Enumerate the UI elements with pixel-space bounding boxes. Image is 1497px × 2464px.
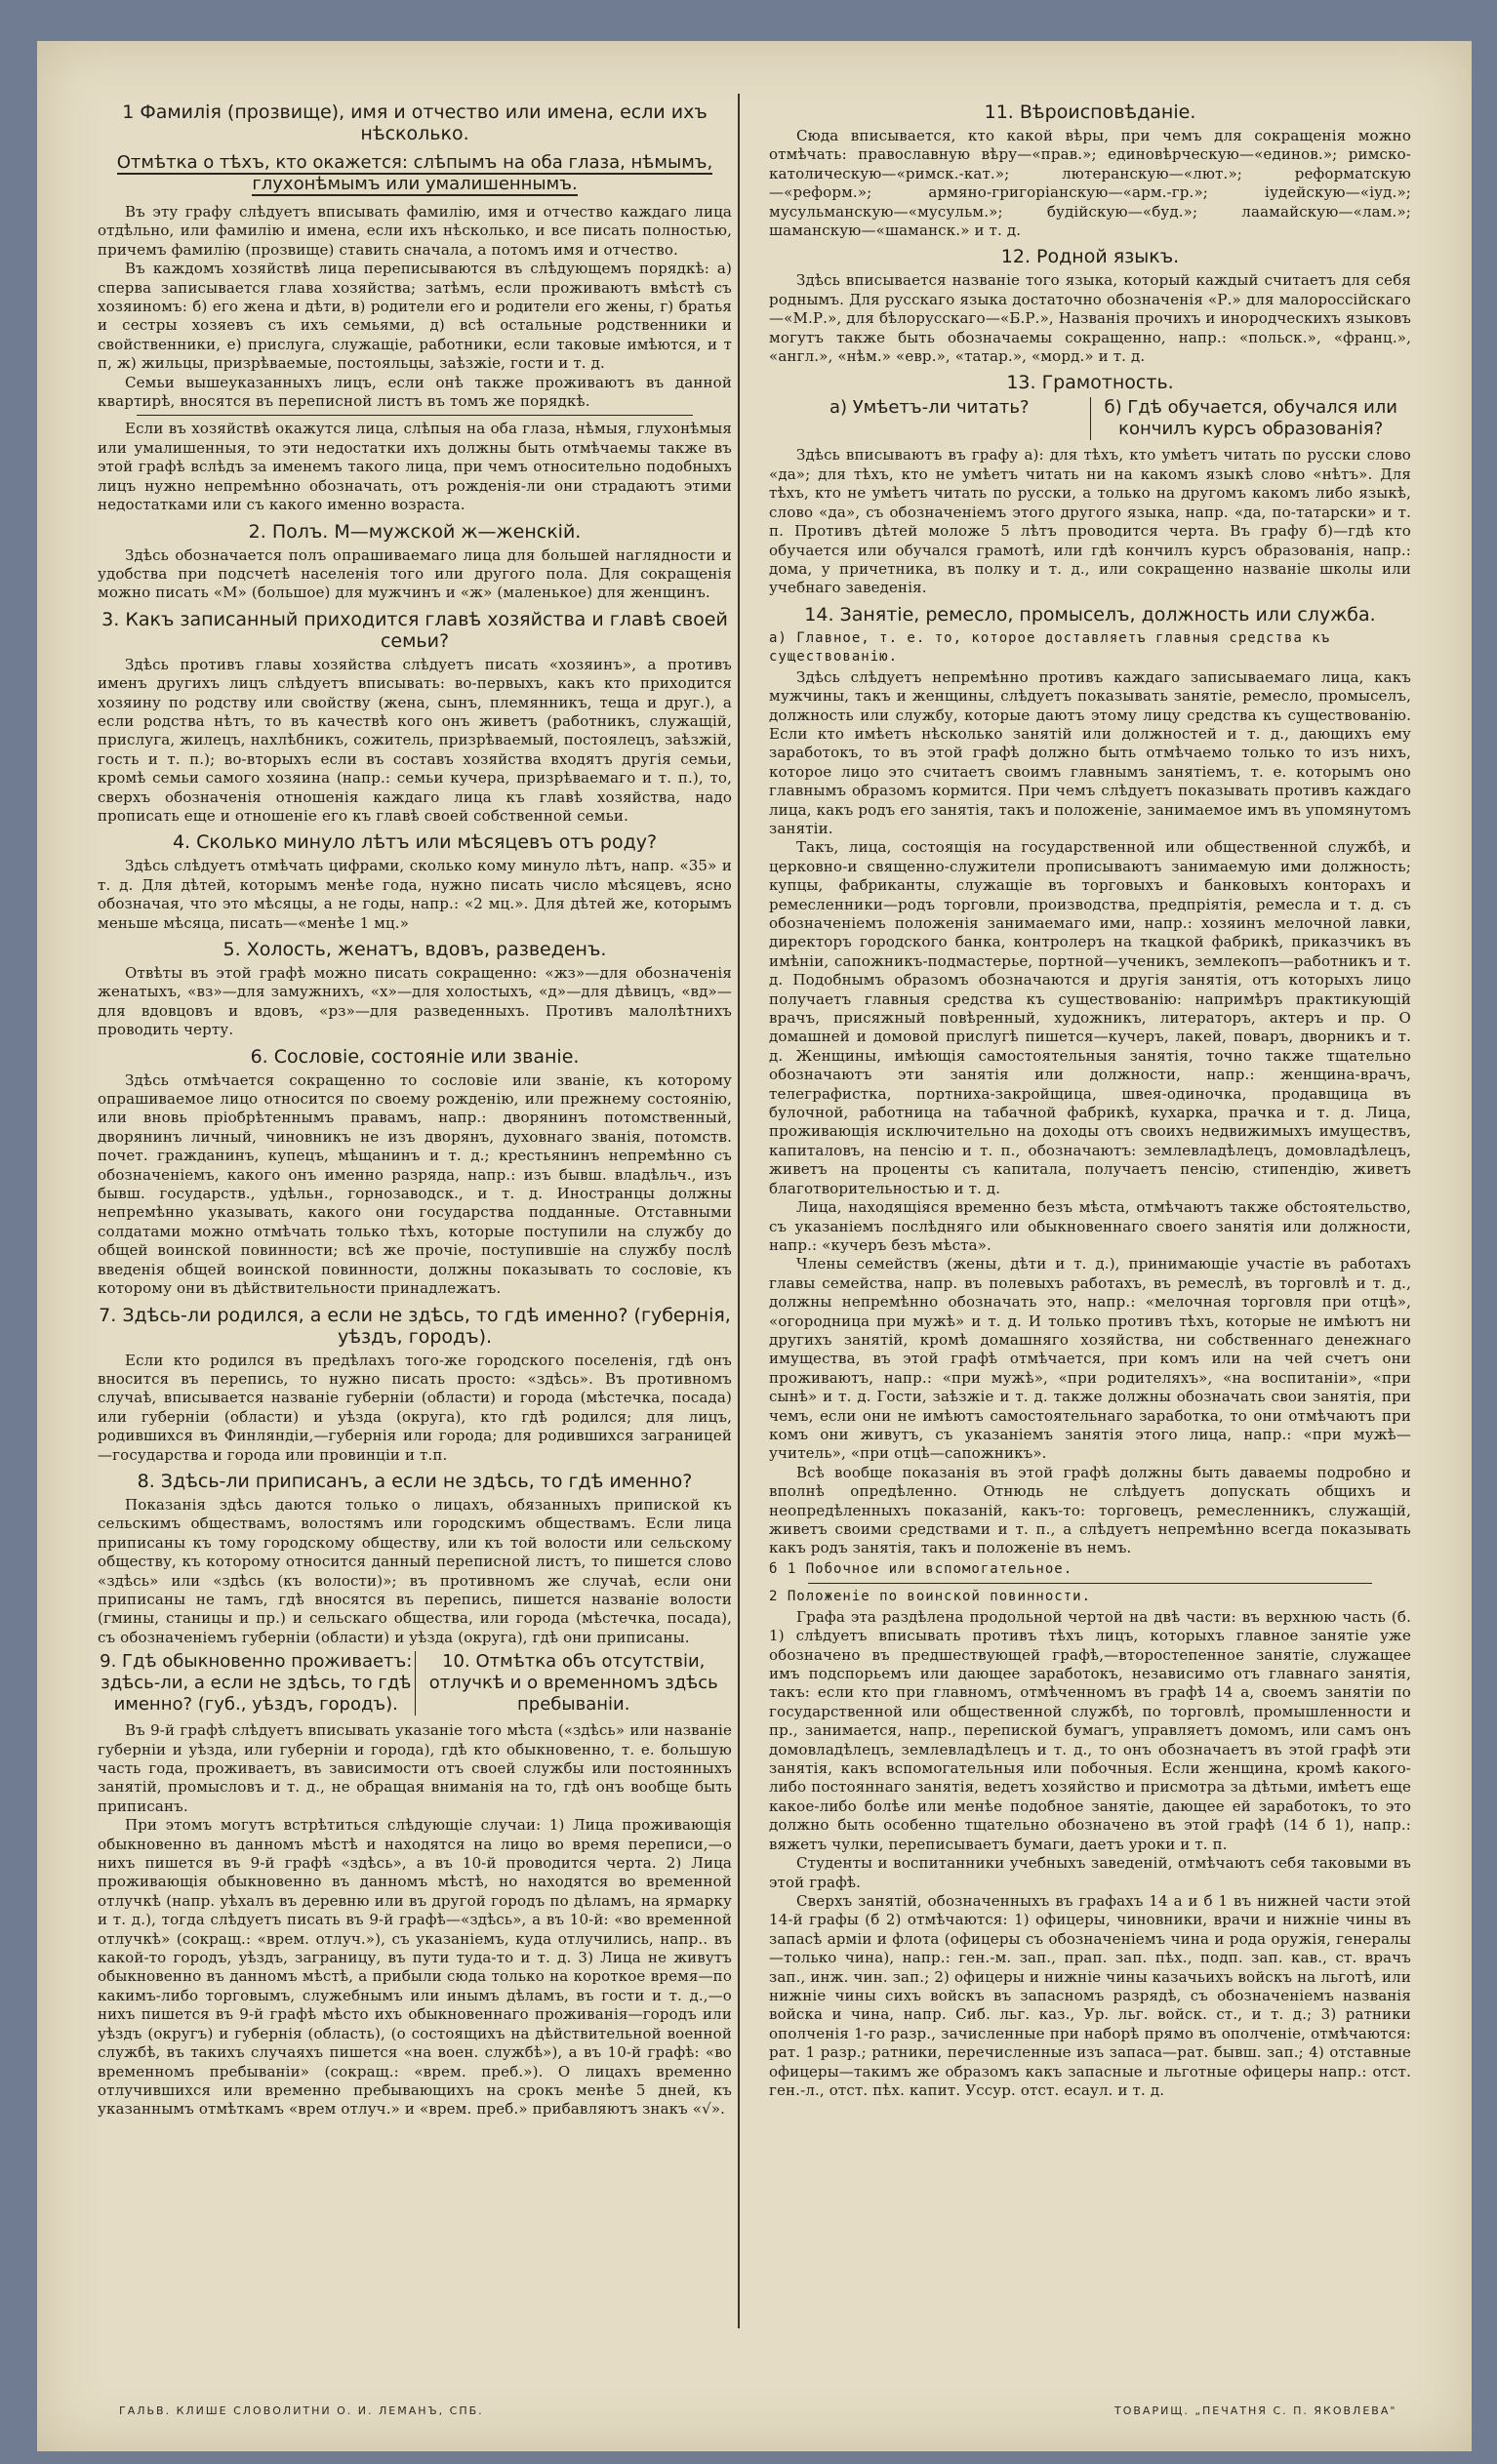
section-4-para: Здѣсь слѣдуетъ отмѣчать цифрами, сколько кому минуло лѣтъ, напр. «35» и т. д. Для дѣтей, которымъ менѣе года, нужно писать число мѣсяцевъ, ясно обозначая, что это мѣсяцы, а не годы, напр.: «2 мц.». Для дѣтей же, которымъ меньше мѣсяца, писать—«менѣе 1 мц.»: [98, 857, 732, 932]
section-7-title: 7. Здѣсь-ли родился, а если не здѣсь, то гдѣ именно? (губернія, уѣздъ, городъ).: [99, 1304, 731, 1348]
section-5-para: Отвѣты въ этой графѣ можно писать сокращенно: «жз»—для обозначенія женатыхъ, «вз»—для замужнихъ, «х»—для холостыхъ, «д»—для дѣвицъ, «вд»—для вдовцовъ и вдовъ, «рз»—для разведенныхъ. Противъ малолѣтнихъ проводить черту.: [98, 964, 732, 1039]
section-14b2-subtitle: 2 Положеніе по воинской повинности.: [769, 1588, 1092, 1604]
section-14-para: Здѣсь слѣдуетъ непремѣнно противъ каждаго записываемаго лица, какъ мужчины, такъ и женщины, слѣдуетъ показывать занятіе, ремесло, промыселъ, должность или службу, которые даютъ этому лицу средства къ существованію. Если кто имѣетъ нѣсколько занятій или должностей и т. д., дающихъ ему заработокъ, то въ этой графѣ должно быть отмѣчаемо только то изъ нихъ, которое лицо это считаетъ своимъ главнымъ занятіемъ, т. е. которымъ оно главнымъ образомъ кормится. При чемъ слѣдуетъ показывать противъ каждаго лица, какъ родъ его занятія, такъ и положеніе, занимаемое имъ въ упомянутомъ занятіи.: [769, 667, 1411, 837]
section-13-para: Здѣсь вписываютъ въ графу а): для тѣхъ, кто умѣетъ читать по русски слово «да»; для тѣхъ, кто не умѣетъ читать ни на какомъ языкѣ слово «нѣтъ». Для тѣхъ, кто не умѣетъ читать по русски, а только на другомъ какомъ либо языкѣ, слово «да», съ обозначеніемъ этого другого языка, напр. «да, по-татарски» и т. п. Противъ дѣтей моложе 5 лѣтъ проводится черта. Въ графу б)—гдѣ кто обучается или обучался грамотѣ, или гдѣ кончилъ курсъ образованія, напр.: дома, у причетника, въ полку и т. д., или сокращенно названіе школы или учебнаго заведенія.: [769, 446, 1411, 597]
section-13-title: 13. Грамотность.: [1006, 372, 1174, 394]
section-2-para: Здѣсь обозначается полъ опрашиваемаго лица для большей наглядности и удобства при подсчетѣ населенія того или другого пола. Для сокращенія можно писать «М» (большое) для мужчинъ и «ж» (маленькое) для женщинъ.: [98, 545, 732, 602]
section-14-para: Графа эта раздѣлена продольной чертой на двѣ части: въ верхнюю часть (б. 1) слѣдуетъ вписывать противъ тѣхъ лицъ, которыхъ главное занятіе уже обозначено въ предшествующей графѣ,—второстепенное занятіе, служащее имъ подспорьемъ или дающее заработокъ, независимо отъ главнаго занятія, такъ: если кто при главномъ, отмѣченномъ въ графѣ 14 а, своемъ занятіи по государственной или общественной службѣ, по торговлѣ, промышленности и пр., занимается, напр., перепиской бумагъ, управляетъ домомъ, или самъ онъ домовладѣлецъ, землевладѣлецъ и т. д., то онъ обозначаетъ въ этой графѣ эти занятія, какъ вспомогательныя или побочныя. Если женщина, кромѣ какого-либо постояннаго занятія, ведетъ хозяйство и присмотра за дѣтьми, имѣетъ еще какое-либо болѣе или менѣе подобное занятіе, дающее ей заработокъ, то это должно быть особенно тщательно обозначено въ этой графѣ (14 б 1), напр.: вяжетъ чулки, переписываетъ бумаги, даетъ уроки и т. п.: [769, 1607, 1411, 1853]
printer-credit-left: ГАЛЬВ. КЛИШЕ СЛОВОЛИТНИ О. И. ЛЕМАНЪ, СПБ.: [119, 2404, 484, 2417]
section-14-para: Сверхъ занятій, обозначенныхъ въ графахъ 14 а и б 1 въ нижней части этой 14-й графы (б 2) отмѣчаются: 1) офицеры, чиновники, врачи и нижніе чины въ запасѣ арміи и флота (офицеры съ обозначеніемъ чина и рода оружія, генералы—только чина), напр.: ген.-м. зап., прап. зап. пѣх., подп. зап. кав., ст. врачъ зап., инж. чин. зап.; 2) офицеры и нижніе чины казачьихъ войскъ на льготѣ, или нижніе чины сихъ войскъ въ запасномъ разрядѣ, съ обозначеніемъ названія войска и чина, напр. Сиб. льг. каз., Ур. льг. войск. ст., и т. д.; 3) ратники ополченія 1-го разр., зачисленные при наборѣ прямо въ ополченіе, отмѣчаются: рат. 1 разр.; ратники, перечисленные изъ запаса—рат. бывш. зап.; 4) отставные офицеры—такимъ же образомъ какъ запасные и льготные офицеры напр.: отст. ген.-л., отст. пѣх. капит. Уссур. отст. есаул. и т. д.: [769, 1891, 1411, 2099]
section-5-title: 5. Холость, женатъ, вдовъ, разведенъ.: [223, 939, 607, 960]
section-13b-title: б) Гдѣ обучается, обучался или кончилъ курсъ образованія?: [1090, 397, 1412, 440]
section-9-title: 9. Гдѣ обыкновенно проживаетъ: здѣсь-ли, а если не здѣсь, то гдѣ именно? (губ., уѣздъ, городъ).: [100, 1651, 413, 1716]
left-column: [98, 96, 732, 2120]
section-3-title: 3. Какъ записанный приходится главѣ хозяйства и главѣ своей семьи?: [101, 608, 728, 652]
section-1-title: 1 Фамилія (прозвище), имя и отчество или имена, если ихъ нѣсколько.: [122, 101, 708, 144]
section-14b1-subtitle: б 1 Побочное или вспомогательное.: [769, 1560, 1073, 1577]
section-10-title: 10. Отмѣтка объ отсутствіи, отлучкѣ и о временномъ здѣсь пребываніи.: [415, 1651, 733, 1716]
section-14a-subtitle: а) Главное, т. е. то, которое доставляетъ главныя средства къ существованію.: [769, 629, 1331, 665]
section-14-para: Лица, находящіяся временно безъ мѣста, отмѣчаютъ также обстоятельство, съ указаніемъ послѣдняго или обыкновеннаго своего занятія или должности, напр.: «кучеръ безъ мѣста».: [769, 1198, 1411, 1254]
right-column: [769, 96, 1411, 2100]
printer-credit-right: ТОВАРИЩ. „ПЕЧАТНЯ С. П. ЯКОВЛЕВА": [1114, 2404, 1397, 2417]
section-6-title: 6. Сословіе, состояніе или званіе.: [250, 1045, 580, 1068]
section-13-header: [769, 397, 1411, 440]
divider: [808, 1583, 1372, 1584]
section-14-title: 14. Занятіе, ремесло, промыселъ, должность или служба.: [804, 603, 1376, 626]
section-8-para: Показанія здѣсь даются только о лицахъ, обязанныхъ припиской къ сельскимъ обществамъ, волостямъ или городскимъ обществамъ. Если лица приписаны къ тому городскому обществу, или къ той волости или сельскому обществу, къ которому относится данный переписной листъ, то пишется слово «здѣсь» или «здѣсь (къ волости)»; въ противномъ же случаѣ, если они приписаны не тамъ, гдѣ вносятся въ перепись, пишется названіе волости (гмины, станицы и пр.) и сельскаго общества, или города (мѣстечка, посада), съ обозначеніемъ губерніи (области) и уѣзда (округа), гдѣ они приписаны.: [98, 1495, 732, 1646]
section-11-title: 11. Вѣроисповѣданіе.: [984, 101, 1196, 123]
section-14-para: Всѣ вообще показанія въ этой графѣ должны быть даваемы подробно и вполнѣ опредѣленно. Отнюдь не слѣдуетъ допускать общихъ и неопредѣленныхъ показаній, какъ-то: торговецъ, ремесленникъ, служащій, живетъ своими средствами и т. п., а слѣдуетъ непремѣнно всегда показывать какъ родъ занятія, такъ и положеніе въ немъ.: [769, 1463, 1411, 1557]
section-8-title: 8. Здѣсь-ли приписанъ, а если не здѣсь, то гдѣ именно?: [137, 1470, 693, 1492]
section-9-10-header: [98, 1651, 732, 1716]
section-2-title: 2. Полъ. М—мужской ж—женскій.: [248, 520, 582, 543]
census-sheet: [37, 41, 1472, 2451]
section-13a-title: а) Умѣетъ-ли читать?: [829, 397, 1030, 419]
section-12-title: 12. Родной языкъ.: [1000, 246, 1180, 268]
section-14-para: Студенты и воспитанники учебныхъ заведеній, отмѣчаютъ себя таковыми въ этой графѣ.: [769, 1854, 1411, 1891]
section-9-para: Въ 9-й графѣ слѣдуетъ вписывать указаніе того мѣста («здѣсь» или названіе губерніи и уѣзда, или губерніи и города), гдѣ кто обыкновенно, т. е. большую часть года, проживаетъ, въ зависимости отъ своей службы или постоянныхъ занятій, промысловъ и т. д., не обращая вниманія на то, гдѣ онъ вообще быть приписанъ.: [98, 1721, 732, 1815]
divider: [137, 415, 693, 416]
section-1-para: Въ эту графу слѣдуетъ вписывать фамилію, имя и отчество каждаго лица отдѣльно, или фамилію и имена, если ихъ нѣсколько, и все писать полностью, причемъ фамилію (прозвище) ставить сначала, а потомъ имя и отчество.: [98, 203, 732, 259]
section-11-para: Сюда вписывается, кто какой вѣры, при чемъ для сокращенія можно отмѣчать: православную вѣру—«прав.»; единовѣрческую—«единов.»; римско-католическую—«римск.-кат.»; лютеранскую—«лют.»; реформатскую—«реформ.»; армяно-григоріанскую—«арм.-гр.»; іудейскую—«іуд.»; мусульманскую—«мусульм.»; будійскую—«буд.»; лаамайскую—«лам.»; шаманскую—«шаманск.» и т. д.: [769, 127, 1411, 240]
section-1-para: Въ каждомъ хозяйствѣ лица переписываются въ слѣдующемъ порядкѣ: а) сперва записывается глава хозяйства; затѣмъ, если проживаютъ вмѣстѣ съ хозяиномъ: б) его жена и дѣти, в) родители его и родители его жены, г) братья и сестры хозяевъ съ ихъ семьями, д) всѣ остальные родственники и свойственники, е) прислуга, служащіе, работники, если таковые имѣются, и т п, ж) жильцы, призрѣваемые, постояльцы, заѣзжіе, гости и т. д.: [98, 260, 732, 373]
section-1-note: Отмѣтка о тѣхъ, кто окажется: слѣпымъ на оба глаза, нѣмымъ, глухонѣмымъ или умалишеннымъ.: [116, 152, 713, 194]
section-6-para: Здѣсь отмѣчается сокращенно то сословіе или званіе, къ которому опрашиваемое лицо относится по своему рожденію, или прежнему состоянію, или вновь пріобрѣтеннымъ правамъ, напр.: дворянинъ потомственный, дворянинъ личный, чиновникъ не изъ дворянъ, духовнаго званія, потомств. почет. гражданинъ, купецъ, мѣщанинъ и т. д.; крестьянинъ непремѣнно съ обозначеніемъ, какого онъ именно разряда, напр.: изъ бывш. владѣльч., изъ бывш. государств., удѣльн., горнозаводск., и т. д. Иностранцы должны непремѣнно указывать, какого они государства подданные. Отставными солдатами можно отмѣчать только тѣхъ, которые поступили на службу до общей воинской повинности; всѣ же прочіе, поступившіе на службу послѣ введенія общей воинской повинности, должны показывать то сословіе, къ которому они въ дѣйствительности принадлежатъ.: [98, 1070, 732, 1298]
section-1-para: Если въ хозяйствѣ окажутся лица, слѣпыя на оба глаза, нѣмыя, глухонѣмыя или умалишенныя, то эти недостатки ихъ должны быть отмѣчаемы также въ этой графѣ вслѣдъ за именемъ такого лица, при чемъ относительно подобныхъ лицъ нужно непремѣнно обозначать, отъ рожденія-ли они страдаютъ этими недостатками или съ какого именно возраста.: [98, 420, 732, 514]
section-14-para: Такъ, лица, состоящія на государственной или общественной службѣ, и церковно-и священно-служители прописываютъ занимаемую ими должность; купцы, фабриканты, служащіе въ торговыхъ и банковыхъ конторахъ и ремесленники—родъ торговли, производства, предпріятія, ремесла и т. д. съ обозначеніемъ положенія занимаемаго ими, напр.: хозяинъ мелочной лавки, директоръ городского банка, контролеръ на ткацкой фабрикѣ, приказчикъ въ имѣніи, сапожникъ-подмастерье, портной—ученикъ, землекопъ—работникъ и т. д. Подобнымъ образомъ обозначаются и другія занятія, отъ которыхъ лицо получаетъ главныя средства къ существованію: напримѣръ практикующій врачъ, присяжный повѣренный, художникъ, литераторъ, актеръ и пр. О домашней и домовой прислугѣ пишется—кучеръ, лакей, поваръ, дворникъ и т. д. Женщины, имѣющія самостоятельныя занятія, точно также тщательно обозначаютъ эти занятія или должности, напр.: женщина-врачъ, телеграфистка, портниха-закройщица, швея-одиночка, продавщица въ булочной, работница на табачной фабрикѣ, кухарка, прачка и т. д. Лица, проживающія исключительно на доходы отъ своихъ недвижимыхъ имуществъ, капиталовъ, на пенсію и т. п., обозначаютъ: землевладѣлецъ, домовладѣлецъ, живетъ на проценты съ капитала, получаетъ пенсію, стипендію, живетъ благотворительностью и т. д.: [769, 838, 1411, 1197]
section-4-title: 4. Сколько минуло лѣтъ или мѣсяцевъ отъ роду?: [172, 831, 658, 854]
section-9-para: При этомъ могутъ встрѣтиться слѣдующіе случаи: 1) Лица проживающія обыкновенно въ данномъ мѣстѣ и находятся на лицо во время переписи,—о нихъ пишется въ 9-й графѣ «здѣсь», а въ 10-й проводится черта. 2) Лица проживающія обыкновенно въ данномъ мѣстѣ, но находятся во временной отлучкѣ (напр. уѣхалъ въ деревню или въ другой городъ по дѣламъ, на ярмарку и т. д.), тогда слѣдуетъ писать въ 9-й графѣ—«здѣсь», а въ 10-й: «во временной отлучкѣ» (сокращ.: «врем. отлуч.»), съ указаніемъ, куда отлучились, напр.. въ какой-то городъ, уѣздъ, заграницу, въ пути туда-то и т. д. 3) Лица не живутъ обыкновенно въ данномъ мѣстѣ, а прибыли сюда только на короткое время—по какимъ-либо торговымъ, служебнымъ или инымъ дѣламъ, въ гости и т. д.,—о нихъ пишется въ 9-й графѣ мѣсто ихъ обыкновеннаго проживанія—городъ или уѣздъ (округъ) и губернія (область), (о состоящихъ на дѣйствительной военной службѣ, въ такихъ случаяхъ пишется «на воен. службѣ»), а въ 10-й графѣ: «во временномъ пребываніи» (сокращ.: «врем. преб.»). О лицахъ временно отлучившихся или временно пребывающихъ на срокъ менѣе 5 дней, къ указаннымъ отмѣткамъ «врем отлуч.» и «врем. преб.» прибавляютъ знакъ «√».: [98, 1816, 732, 2119]
section-14-para: Члены семействъ (жены, дѣти и т. д.), принимающіе участіе въ работахъ главы семейства, напр. въ полевыхъ работахъ, въ ремеслѣ, въ торговлѣ и т. д., должны непремѣнно обозначать это, напр.: «мелочная торговля при отцѣ», «огородница при мужѣ» и т. д. И только противъ тѣхъ, которые не имѣютъ ни другихъ занятій, кромѣ домашняго хозяйства, ни собственнаго денежнаго имущества, въ этой графѣ отмѣчается, при комъ или на чей счетъ они проживаютъ, напр.: «при мужѣ», «при родителяхъ», «на воспитаніи», «при сынѣ» и т. д. Гости, заѣзжіе и т. д. также должны обозначать свои занятія, при чемъ, если они не имѣютъ самостоятельнаго заработка, то они отмѣчаютъ при комъ они живутъ, съ указаніемъ занятія этого лица, напр.: «при мужѣ—учитель», «при отцѣ—сапожникъ».: [769, 1255, 1411, 1463]
section-7-para: Если кто родился въ предѣлахъ того-же городского поселенія, гдѣ онъ вносится въ перепись, то нужно писать просто: «здѣсь». Въ противномъ случаѣ, вписывается названіе губерніи (области) и города (мѣстечка, посада) или губерніи (области) и уѣзда (округа), кто гдѣ родился; для лицъ, родившихся въ Финляндіи,—губернія или города; для родившихся заграницей—государства и города или провинціи и т.п.: [98, 1351, 732, 1464]
section-1-para: Семьи вышеуказанныхъ лицъ, если онѣ также проживаютъ въ данной квартирѣ, вносятся въ переписной листъ въ томъ же порядкѣ.: [98, 373, 732, 411]
section-3-para: Здѣсь противъ главы хозяйства слѣдуетъ писать «хозяинъ», а противъ именъ другихъ лицъ слѣдуетъ вписывать: во-первыхъ, какъ кто приходится хозяину по родству или свойству (жена, сынъ, племянникъ, теща и друг.), а если родства нѣтъ, то въ качествѣ кого онъ живетъ (работникъ, служащій, прислуга, жилецъ, нахлѣбникъ, сожитель, призрѣваемый, постоялецъ, заѣзжій, гость и т. п.); во-вторыхъ если въ составъ хозяйства входятъ другія семьи, кромѣ семьи самого хозяина (напр.: семьи кучера, призрѣваемаго и т. п.), то, сверхъ обозначенія отношенія каждаго лица къ главѣ хозяйства, надо прописать еще и отношеніе его къ главѣ своей собственной семьи.: [98, 655, 732, 825]
column-divider: [738, 94, 740, 2328]
section-12-para: Здѣсь вписывается названіе того языка, который каждый считаетъ для себя роднымъ. Для русскаго языка достаточно обозначенія «Р.» для малороссійскаго—«М.Р.», для бѣлорусскаго—«Б.Р.», Названія прочихъ и инородческихъ языковъ могутъ также быть обозначаемы сокращенно, напр.: «польск.», «франц.», «англ.», «нѣм.» «евр.», «татар.», «морд.» и т. д.: [769, 271, 1411, 366]
